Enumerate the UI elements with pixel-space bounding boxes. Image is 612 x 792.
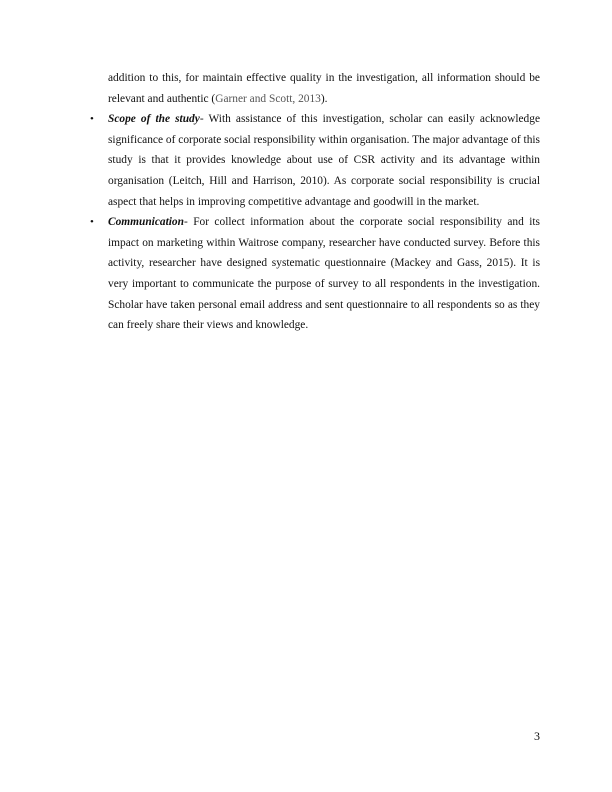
citation-garner-scott: Garner and Scott, 2013	[215, 92, 321, 105]
bullet-text: - For collect information about the corporate social responsibility and its impact on marketing within Waitrose company, researcher have conducted survey. Before this activity, researcher have designed systematic questionnaire (Mackey and Gass, 2015). It is very important to communicate the purpose of survey to all respondents in the investigation. Scholar have taken personal email address and sent questionnaire to all respondents so as they can freely share their views and knowledge.	[108, 216, 540, 332]
bullet-dot-icon: •	[90, 216, 94, 229]
bullet-term: Communication	[108, 216, 184, 229]
continuation-end: ).	[320, 92, 328, 105]
bullet-dot-icon: •	[90, 113, 94, 126]
continuation-text: addition to this, for maintain effective quality in the investigation, all information should be relevant and authentic (	[108, 72, 540, 105]
continuation-paragraph	[108, 68, 540, 109]
page-number: 3	[534, 729, 540, 743]
bullet-communication	[90, 212, 540, 336]
body-text	[90, 68, 540, 336]
bullet-text: - With assistance of this investigation, scholar can easily acknowledge significance of corporate social responsibility within organisation. The major advantage of this study is that it provides knowledge about use of CSR activity and its advantage within organisation (Leitch, Hill and Harrison, 2010). As corporate social responsibility is crucial aspect that helps in improving competitive advantage and goodwill in the market.	[108, 113, 540, 208]
bullet-scope-of-study	[90, 109, 540, 212]
bullet-term: Scope of the study	[108, 113, 200, 126]
